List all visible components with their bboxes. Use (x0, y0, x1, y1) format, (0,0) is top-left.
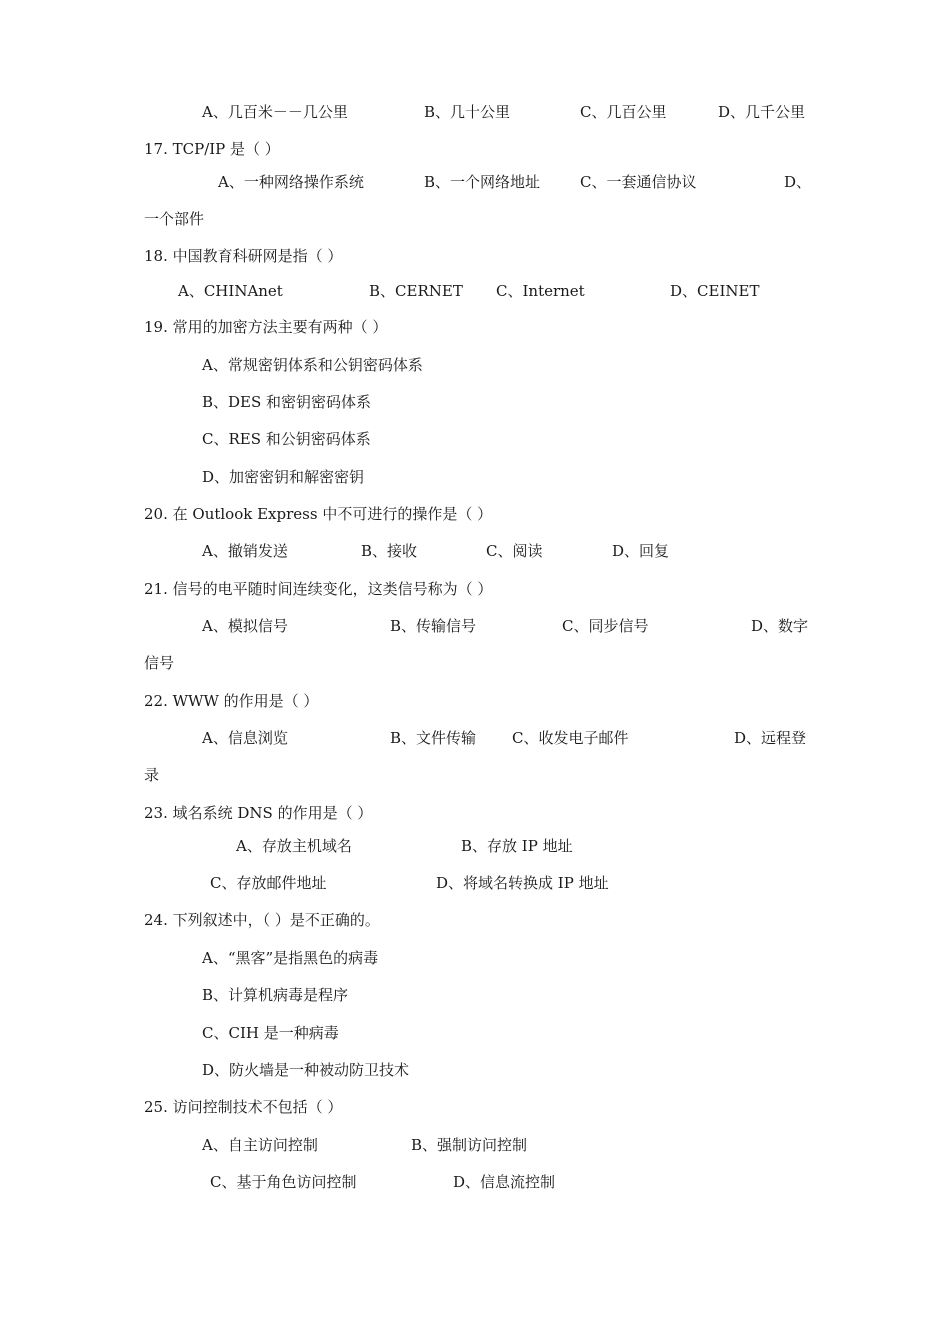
q24-option-b: B、计算机病毒是程序 (202, 986, 349, 1004)
q23-option-c: C、存放邮件地址 (210, 874, 327, 892)
q25-option-b: B、强制访问控制 (411, 1136, 528, 1154)
q22-option-c: C、收发电子邮件 (512, 729, 629, 747)
q18-option-c: C、Internet (496, 282, 585, 300)
q19-option-c: C、RES 和公钥密码体系 (202, 430, 371, 448)
q23-stem: 23. 域名系统 DNS 的作用是（ ） (144, 804, 373, 822)
q23-option-b: B、存放 IP 地址 (461, 837, 573, 855)
q22-option-b: B、文件传输 (390, 729, 477, 747)
q21-option-a: A、模拟信号 (202, 617, 288, 635)
q25-option-c: C、基于角色访问控制 (210, 1173, 357, 1191)
q19-option-b: B、DES 和密钥密码体系 (202, 393, 372, 411)
q21-option-c: C、同步信号 (562, 617, 649, 635)
q23-option-a: A、存放主机域名 (236, 837, 352, 855)
q17-option-a: A、一种网络操作系统 (218, 173, 364, 191)
q19-option-d: D、加密密钥和解密密钥 (202, 468, 365, 486)
q22-option-d-continued: 录 (144, 766, 160, 784)
q24-option-c: C、CIH 是一种病毒 (202, 1024, 339, 1042)
q19-option-a: A、常规密钥体系和公钥密码体系 (202, 356, 423, 374)
q17-stem: 17. TCP/IP 是（ ） (144, 140, 280, 158)
q21-option-d-continued: 信号 (144, 654, 175, 672)
q25-option-d: D、信息流控制 (453, 1173, 556, 1191)
q16-option-d: D、几千公里 (718, 103, 806, 121)
q18-stem: 18. 中国教育科研网是指（ ） (144, 247, 343, 265)
q20-option-d: D、回复 (612, 542, 670, 560)
q20-option-a: A、撤销发送 (202, 542, 288, 560)
q24-option-d: D、防火墙是一种被动防卫技术 (202, 1061, 410, 1079)
q24-option-a: A、“黑客”是指黑色的病毒 (202, 949, 379, 967)
q19-stem: 19. 常用的加密方法主要有两种（ ） (144, 318, 388, 336)
q17-option-d-continued: 一个部件 (144, 210, 205, 228)
q18-option-d: D、CEINET (670, 282, 760, 300)
q24-stem: 24. 下列叙述中，（ ）是不正确的。 (144, 911, 380, 929)
q25-option-a: A、自主访问控制 (202, 1136, 318, 1154)
q22-stem: 22. WWW 的作用是（ ） (144, 692, 319, 710)
q21-option-b: B、传输信号 (390, 617, 477, 635)
q20-option-b: B、接收 (361, 542, 418, 560)
q16-option-c: C、几百公里 (580, 103, 667, 121)
q21-option-d: D、数字 (751, 617, 809, 635)
q16-option-b: B、几十公里 (424, 103, 511, 121)
q17-option-c: C、一套通信协议 (580, 173, 697, 191)
q17-option-b: B、一个网络地址 (424, 173, 541, 191)
q21-stem: 21. 信号的电平随时间连续变化，这类信号称为（ ） (144, 580, 493, 598)
q20-option-c: C、阅读 (486, 542, 543, 560)
q23-option-d: D、将域名转换成 IP 地址 (436, 874, 609, 892)
q17-option-d: D、 (784, 173, 812, 191)
q20-stem: 20. 在 Outlook Express 中不可进行的操作是（ ） (144, 505, 493, 523)
q25-stem: 25. 访问控制技术不包括（ ） (144, 1098, 343, 1116)
q16-option-a: A、几百米－－几公里 (202, 103, 348, 121)
q18-option-b: B、CERNET (369, 282, 463, 300)
q18-option-a: A、CHINAnet (178, 282, 283, 300)
q22-option-a: A、信息浏览 (202, 729, 288, 747)
q22-option-d: D、远程登 (734, 729, 807, 747)
